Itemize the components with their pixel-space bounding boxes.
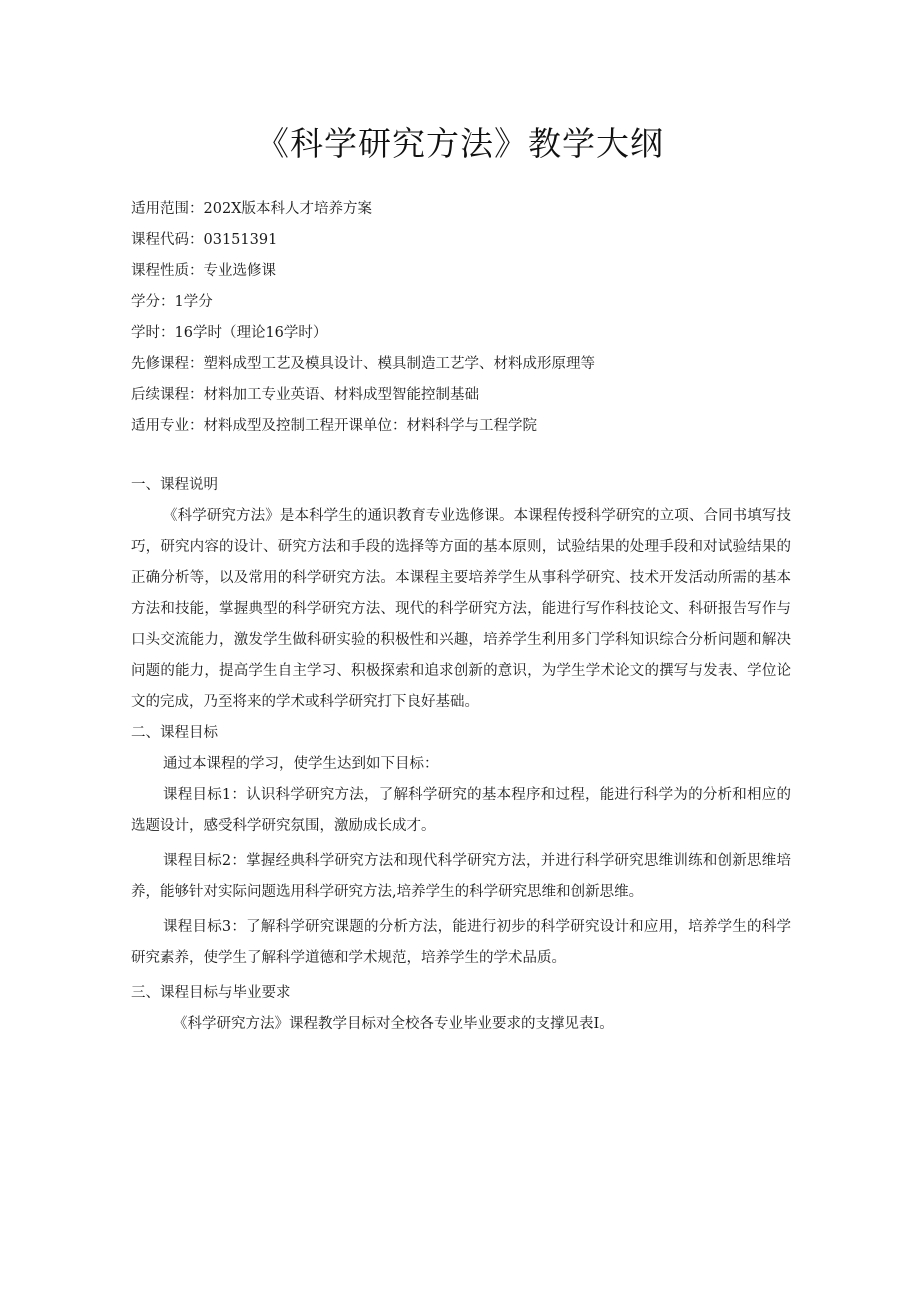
meta-value: 专业选修课 [203,263,276,279]
meta-follow-up [131,380,811,411]
goal-item-2: 课程目标2：掌握经典科学研究方法和现代科学研究方法，并进行科学研究思维训练和创新思维培养，能够针对实际问题选用科学研究方法,培养学生的科学研究思维和创新思维。 [131,853,791,900]
meta-major [131,411,811,442]
course-info [131,194,811,442]
meta-course-code [131,225,811,256]
goals-intro: 通过本课程的学习，使学生达到如下目标： [163,756,439,772]
document-body [131,470,791,1040]
section-heading-1: 一、课程说明 [131,477,218,493]
meta-value: 材料加工专业英语、材料成型智能控制基础 [203,387,479,403]
meta-prerequisites [131,349,811,380]
meta-value: 1学分 [174,294,213,310]
meta-hours [131,318,811,349]
section-heading-3: 三、课程目标与毕业要求 [131,985,291,1001]
meta-label: 课程性质： [131,263,204,279]
meta-course-type [131,256,811,287]
meta-label: 后续课程： [131,387,204,403]
meta-credits [131,287,811,318]
goal-item-3: 课程目标3：了解科学研究课题的分析方法，能进行初步的科学研究设计和应用，培养学生的科学研究素养，使学生了解科学道德和学术规范，培养学生的学术品质。 [131,919,791,966]
meta-label: 适用专业： [131,418,204,434]
goal-item-1: 课程目标1：认识科学研究方法，了解科学研究的基本程序和过程，能进行科学为的分析和相应的选题设计，感受科学研究氛围，激励成长成才。 [131,787,791,834]
document-title: 《科学研究方法》教学大纲 [256,124,664,163]
course-description: 《科学研究方法》是本科学生的通识教育专业选修课。本课程传授科学研究的立项、合同书填写技巧，研究内容的设计、研究方法和手段的选择等方面的基本原则，试验结果的处理手段和对试验结果的正确分析等，以及常用的科学研究方法。本课程主要培养学生从事科学研究、技术开发活动所需的基本方法和技能，掌握典型的科学研究方法、现代的科学研究方法，能进行写作科技论文、科研报告写作与口头交流能力，激发学生做科研实验的积极性和兴趣，培养学生利用多门学科知识综合分析问题和解决问题的能力，提高学生自主学习、积极探索和追求创新的意识，为学生学术论文的撰写与发表、学位论文的完成，乃至将来的学术或科学研究打下良好基础。 [131,508,791,710]
meta-value: 03151391 [203,232,278,248]
meta-label: 学时： [131,325,175,341]
meta-value: 202X版本科人才培养方案 [203,201,372,217]
meta-label: 先修课程： [131,356,204,372]
meta-scope [131,194,811,225]
meta-label: 学分： [131,294,175,310]
meta-value: 材料成型及控制工程开课单位：材料科学与工程学院 [203,418,537,434]
meta-label: 适用范围： [131,201,204,217]
meta-label: 课程代码： [131,232,204,248]
meta-value: 塑料成型工艺及模具设计、模具制造工艺学、材料成形原理等 [203,356,595,372]
meta-value: 16学时（理论16学时） [174,325,328,341]
section-heading-2: 二、课程目标 [131,725,218,741]
support-statement: 《科学研究方法》课程教学目标对全校各专业毕业要求的支撑见表I。 [173,1016,614,1032]
